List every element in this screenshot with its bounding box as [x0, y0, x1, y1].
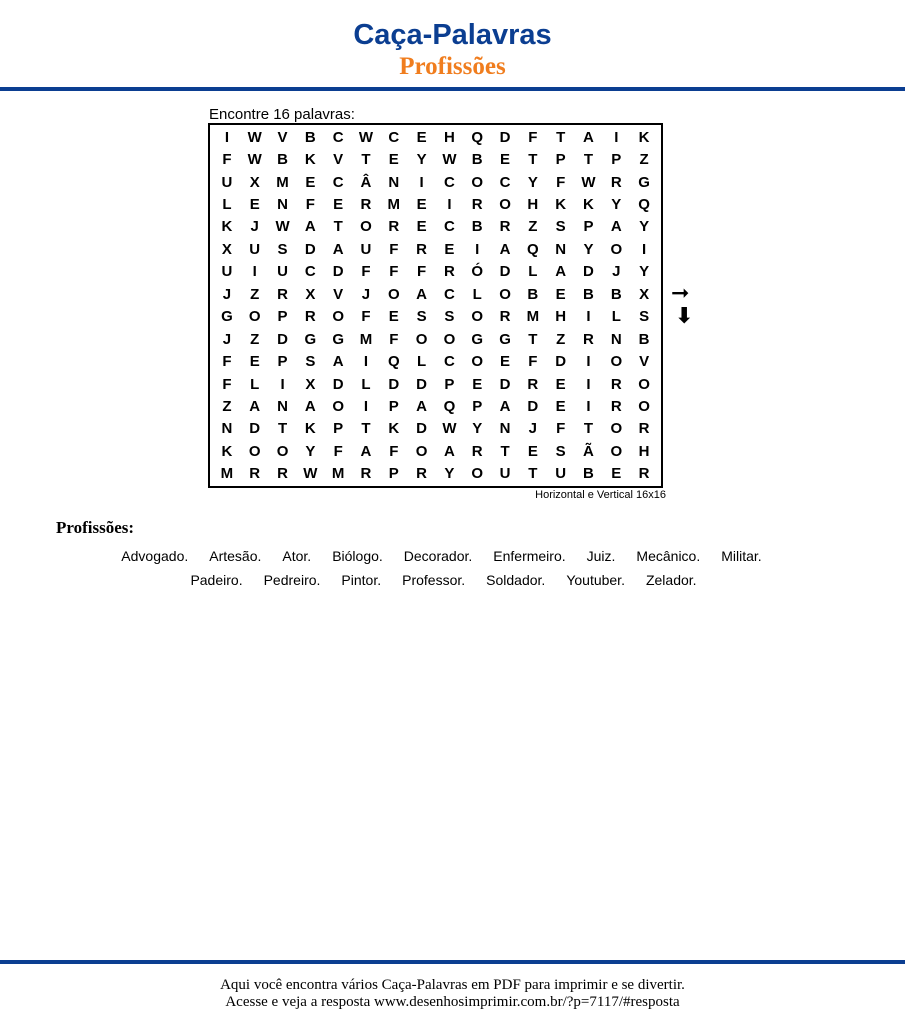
word-list-heading: Profissões:	[56, 518, 135, 537]
grid-cell: O	[610, 240, 623, 258]
grid-cell: J	[250, 218, 259, 236]
grid-cell: R	[471, 196, 483, 214]
grid-cell: V	[333, 151, 344, 169]
grid-cell: A	[249, 397, 261, 415]
grid-cell: W	[303, 465, 318, 483]
grid-cell: F	[389, 330, 399, 348]
grid-cell: W	[247, 128, 262, 146]
grid-cell: R	[277, 285, 288, 303]
grid-cell: Ó	[471, 263, 484, 281]
grid-cell: W	[581, 173, 596, 191]
grid-cell: I	[586, 353, 591, 371]
grid-cell: H	[638, 442, 650, 460]
grid-cell: F	[361, 308, 371, 326]
word-list-item: Biólogo.	[332, 548, 383, 564]
grid-cell: A	[555, 263, 567, 281]
page-subtitle: Profissões	[399, 53, 506, 80]
grid-cell: M	[359, 330, 373, 348]
grid-cell: W	[275, 218, 290, 236]
grid-cell: E	[416, 196, 427, 214]
grid-cell: E	[555, 285, 566, 303]
grid-cell: T	[528, 465, 538, 483]
grid-cell: E	[527, 442, 538, 460]
word-list-item: Enfermeiro.	[493, 548, 566, 564]
grid-cell: Z	[639, 151, 649, 169]
grid-cell: W	[358, 128, 374, 146]
page-title: Caça-Palavras	[353, 19, 552, 51]
grid-cell: H	[555, 308, 567, 326]
grid-cell: N	[610, 330, 622, 348]
grid-cell: L	[361, 375, 371, 393]
grid-cell: C	[443, 285, 455, 303]
word-list-item: Decorador.	[403, 548, 473, 564]
grid-cell: F	[333, 442, 343, 460]
grid-cell: I	[280, 375, 285, 393]
grid-cell: E	[249, 196, 260, 214]
grid-cell: T	[277, 420, 288, 438]
grid-cell: R	[638, 420, 650, 438]
grid-cell: K	[304, 151, 316, 169]
grid-cell: B	[638, 330, 650, 348]
grid-cell: O	[638, 397, 650, 415]
grid-cell: E	[416, 128, 427, 146]
grid-cell: K	[388, 420, 400, 438]
grid-cell: A	[416, 285, 428, 303]
grid-cell: R	[610, 397, 622, 415]
grid-cell: F	[222, 151, 232, 169]
grid-cell: U	[360, 240, 372, 258]
grid-cell: A	[332, 353, 344, 371]
grid-cell: R	[360, 465, 372, 483]
arrow-right-icon: ➞	[671, 281, 690, 306]
grid-cell: P	[583, 218, 594, 236]
grid-cell: B	[277, 151, 288, 169]
grid-cell: R	[277, 465, 288, 483]
grid-cell: O	[415, 442, 428, 460]
grid-cell: D	[388, 375, 400, 393]
grid-cell: O	[499, 196, 511, 214]
grid-cell: E	[444, 240, 455, 258]
grid-cell: Q	[638, 196, 650, 214]
grid-cell: K	[555, 196, 567, 214]
grid-cell: N	[221, 420, 233, 438]
grid-cell: A	[610, 218, 622, 236]
grid-cell: O	[248, 308, 261, 326]
grid-cell: E	[611, 465, 622, 483]
grid-cell: F	[389, 263, 399, 281]
grid-cell: N	[555, 240, 567, 258]
grid-cell: F	[556, 173, 566, 191]
grid-cell: A	[583, 128, 594, 146]
grid-cell: W	[247, 151, 262, 169]
grid-cell: P	[388, 465, 399, 483]
grid-cell: L	[472, 285, 482, 303]
grid-cell: N	[277, 397, 288, 415]
grid-cell: R	[360, 196, 372, 214]
grid-cell: I	[614, 128, 619, 146]
grid-cell: F	[305, 196, 315, 214]
grid-cell: G	[221, 308, 233, 326]
grid-cell: O	[332, 397, 344, 415]
grid-cell: Y	[527, 173, 538, 191]
grid-cell: X	[221, 240, 232, 258]
grid-cell: L	[528, 263, 538, 281]
footer-line-2: Acesse e veja a resposta www.desenhosimprimir.com.br/?p=7117/#resposta	[225, 994, 680, 1010]
grid-cell: F	[389, 240, 399, 258]
grid-cell: O	[471, 465, 484, 483]
grid-cell: Â	[360, 173, 372, 191]
grid-cell: D	[499, 375, 511, 393]
grid-cell: F	[528, 353, 538, 371]
grid-cell: Q	[527, 240, 539, 258]
grid-cell: E	[500, 151, 511, 169]
grid-cell: F	[222, 375, 232, 393]
grid-cell: G	[499, 330, 511, 348]
grid-cell: J	[528, 420, 538, 438]
word-list-row-1	[0, 547, 894, 565]
grid-cell: Z	[250, 285, 260, 303]
grid-cell: O	[387, 285, 400, 303]
grid-cell: E	[416, 218, 427, 236]
grid-cell: O	[471, 353, 484, 371]
grid-cell: D	[249, 420, 261, 438]
grid-cell: Y	[583, 240, 594, 258]
grid-cell: M	[276, 173, 289, 191]
grid-cell: U	[555, 465, 567, 483]
grid-cell: G	[638, 173, 650, 191]
grid-cell: O	[360, 218, 372, 236]
grid-cell: Q	[443, 397, 456, 415]
grid-cell: Z	[556, 330, 566, 348]
grid-cell: F	[556, 420, 566, 438]
grid-cell: E	[500, 353, 511, 371]
grid-cell: A	[332, 240, 344, 258]
grid-cell: V	[277, 128, 288, 146]
grid-cell: W	[442, 420, 457, 438]
grid-cell: S	[416, 308, 427, 326]
word-list-item: Zelador.	[645, 572, 697, 588]
grid-cell: U	[221, 263, 233, 281]
grid-cell: D	[277, 330, 288, 348]
grid-cell: E	[555, 375, 566, 393]
grid-cell: I	[586, 308, 591, 326]
grid-cell: I	[224, 128, 229, 146]
word-list-item: Militar.	[721, 548, 762, 564]
grid-cell: R	[249, 465, 261, 483]
grid-cell: E	[472, 375, 483, 393]
grid-cell: P	[277, 353, 288, 371]
grid-cell: X	[305, 375, 316, 393]
grid-cell: X	[639, 285, 650, 303]
word-list-item: Pintor.	[341, 572, 382, 588]
grid-cell: Y	[639, 263, 650, 281]
grid-cell: I	[419, 173, 424, 191]
grid-cell: A	[443, 442, 455, 460]
grid-cell: R	[416, 465, 428, 483]
grid-cell: R	[388, 218, 400, 236]
grid-cell: D	[527, 397, 539, 415]
grid-cell: U	[249, 240, 261, 258]
grid-cell: I	[586, 375, 591, 393]
grid-cell: I	[475, 240, 480, 258]
grid-cell: Y	[611, 196, 622, 214]
grid-cell: S	[639, 308, 650, 326]
grid-cell: P	[388, 397, 399, 415]
grid-cell: I	[252, 263, 257, 281]
grid-cell: A	[304, 397, 316, 415]
grid-cell: Y	[416, 151, 427, 169]
grid-cell: K	[221, 442, 233, 460]
grid-cell: R	[443, 263, 455, 281]
grid-cell: B	[527, 285, 539, 303]
word-list-item: Youtuber.	[566, 572, 625, 588]
grid-cell: S	[555, 442, 566, 460]
word-list-item: Soldador.	[486, 572, 546, 588]
grid-cell: O	[471, 173, 484, 191]
grid-cell: R	[416, 240, 428, 258]
letter-grid	[208, 123, 663, 488]
grid-cell: F	[222, 353, 232, 371]
grid-cell: F	[389, 442, 399, 460]
grid-cell: K	[638, 128, 650, 146]
grid-cell: T	[361, 151, 371, 169]
grid-cell: R	[638, 465, 650, 483]
grid-cell: M	[220, 465, 234, 483]
grid-cell: X	[249, 173, 260, 191]
grid-cell: B	[471, 218, 483, 236]
grid-cell: I	[642, 240, 647, 258]
footer-line-1: Aqui você encontra vários Caça-Palavras em PDF para imprimir e se divertir.	[220, 977, 685, 993]
grid-cell: P	[611, 151, 622, 169]
grid-cell: U	[499, 465, 511, 483]
grid-cell: C	[499, 173, 511, 191]
grid-cell: F	[361, 263, 371, 281]
grid-cell: L	[611, 308, 621, 326]
grid-cell: G	[304, 330, 317, 348]
grid-cell: D	[332, 375, 344, 393]
word-list-row-2	[0, 571, 896, 589]
grid-cell: C	[443, 353, 455, 371]
grid-cell: R	[499, 308, 511, 326]
grid-cell: T	[500, 442, 510, 460]
grid-cell: L	[250, 375, 260, 393]
bottom-divider	[0, 960, 905, 964]
grid-cell: Ã	[583, 442, 594, 460]
grid-cell: Z	[222, 397, 232, 415]
grid-cell: C	[332, 173, 344, 191]
grid-cell: K	[221, 218, 233, 236]
grid-cell: J	[222, 330, 232, 348]
word-list-item: Pedreiro.	[263, 572, 321, 588]
grid-cell: D	[555, 353, 567, 371]
grid-cell: R	[527, 375, 539, 393]
grid-cell: A	[499, 397, 511, 415]
grid-cell: D	[499, 263, 511, 281]
grid-cell: K	[583, 196, 594, 214]
grid-cell: R	[583, 330, 594, 348]
grid-cell: G	[471, 330, 484, 348]
grid-cell: W	[442, 151, 457, 169]
grid-cell: P	[333, 420, 344, 438]
grid-cell: T	[583, 151, 594, 169]
grid-cell: P	[555, 151, 566, 169]
grid-cell: R	[304, 308, 316, 326]
grid-cell: A	[304, 218, 316, 236]
grid-cell: T	[528, 151, 538, 169]
grid-cell: B	[610, 285, 622, 303]
grid-cell: J	[222, 285, 232, 303]
grid-cell: L	[222, 196, 232, 214]
grid-cell: T	[361, 420, 371, 438]
grid-cell: K	[304, 420, 316, 438]
grid-cell: X	[305, 285, 316, 303]
arrow-down-icon: ⬇	[675, 304, 694, 329]
grid-cell: R	[471, 442, 483, 460]
top-divider	[0, 87, 905, 91]
grid-cell: H	[443, 128, 455, 146]
grid-cell: D	[583, 263, 594, 281]
grid-cell: H	[527, 196, 539, 214]
grid-cell: O	[638, 375, 650, 393]
grid-cell: M	[526, 308, 540, 326]
grid-cell: U	[277, 263, 288, 281]
grid-cell: C	[304, 263, 316, 281]
grid-cell: O	[471, 308, 484, 326]
grid-cell: E	[333, 196, 344, 214]
word-list-item: Artesão.	[209, 548, 262, 564]
grid-cell: C	[388, 128, 400, 146]
grid-cell: I	[363, 353, 369, 371]
grid-cell: F	[417, 263, 427, 281]
grid-cell: T	[333, 218, 343, 236]
grid-cell: T	[528, 330, 538, 348]
grid-cell: A	[416, 397, 428, 415]
grid-cell: O	[415, 330, 428, 348]
grid-cell: D	[416, 375, 428, 393]
grid-cell: B	[583, 465, 594, 483]
grid-cell: U	[221, 173, 233, 191]
grid-cell: C	[443, 173, 455, 191]
grid-cell: E	[555, 397, 566, 415]
grid-cell: I	[363, 397, 369, 415]
grid-cell: I	[586, 397, 591, 415]
grid-cell: N	[388, 173, 400, 191]
grid-cell: Q	[471, 128, 484, 146]
grid-cell: P	[472, 397, 483, 415]
grid-cell: J	[612, 263, 621, 281]
grid-cell: M	[387, 196, 401, 214]
grid-cell: S	[555, 218, 566, 236]
grid-cell: O	[610, 353, 623, 371]
word-list-item: Ator.	[282, 548, 312, 564]
grid-cell: E	[305, 173, 316, 191]
grid-cell: J	[361, 285, 371, 303]
grid-cell: O	[248, 442, 261, 460]
word-list-item: Advogado.	[121, 548, 189, 564]
grid-cell: O	[443, 330, 456, 348]
grid-cell: Y	[444, 465, 455, 483]
grid-cell: G	[332, 330, 344, 348]
grid-cell: C	[332, 128, 344, 146]
grid-cell: Z	[250, 330, 260, 348]
grid-cell: B	[471, 151, 483, 169]
grid-cell: O	[499, 285, 511, 303]
grid-cell: O	[610, 442, 623, 460]
grid-cell: S	[305, 353, 316, 371]
grid-cell: O	[276, 442, 289, 460]
grid-cell: B	[304, 128, 316, 146]
grid-cell: D	[332, 263, 344, 281]
grid-cell: C	[443, 218, 455, 236]
grid-cell: V	[333, 285, 344, 303]
grid-cell: V	[639, 353, 650, 371]
grid-cell: S	[444, 308, 455, 326]
grid-cell: D	[416, 420, 428, 438]
word-list-item: Mecânico.	[636, 548, 701, 564]
grid-cell: O	[610, 420, 623, 438]
grid-cell: N	[277, 196, 288, 214]
grid-cell: L	[417, 353, 427, 371]
grid-cell: P	[444, 375, 455, 393]
grid-cell: E	[388, 308, 399, 326]
grid-cell: R	[499, 218, 511, 236]
grid-cell: Y	[472, 420, 483, 438]
grid-cell: N	[499, 420, 511, 438]
grid-cell: A	[360, 442, 372, 460]
grid-cell: Y	[639, 218, 650, 236]
grid-cell: M	[331, 465, 345, 483]
grid-cell: O	[332, 308, 344, 326]
word-list-item: Juiz.	[586, 548, 616, 564]
grid-cell: S	[277, 240, 288, 258]
grid-caption: Horizontal e Vertical 16x16	[535, 489, 666, 501]
grid-cell: R	[610, 173, 622, 191]
word-list-item: Padeiro.	[190, 572, 243, 588]
grid-cell: T	[556, 128, 566, 146]
grid-cell: F	[528, 128, 538, 146]
grid-cell: B	[583, 285, 594, 303]
puzzle-instruction: Encontre 16 palavras:	[209, 106, 355, 123]
grid-cell: D	[499, 128, 511, 146]
grid-cell: R	[610, 375, 622, 393]
grid-cell: E	[249, 353, 260, 371]
grid-cell: Y	[305, 442, 316, 460]
grid-cell: T	[583, 420, 594, 438]
grid-cell: Z	[528, 218, 538, 236]
grid-cell: I	[447, 196, 452, 214]
grid-cell: P	[277, 308, 288, 326]
grid-cell: Q	[387, 353, 400, 371]
grid-cell: A	[499, 240, 511, 258]
word-list-item: Professor.	[402, 572, 466, 588]
grid-cell: D	[304, 240, 316, 258]
grid-cell: E	[388, 151, 399, 169]
